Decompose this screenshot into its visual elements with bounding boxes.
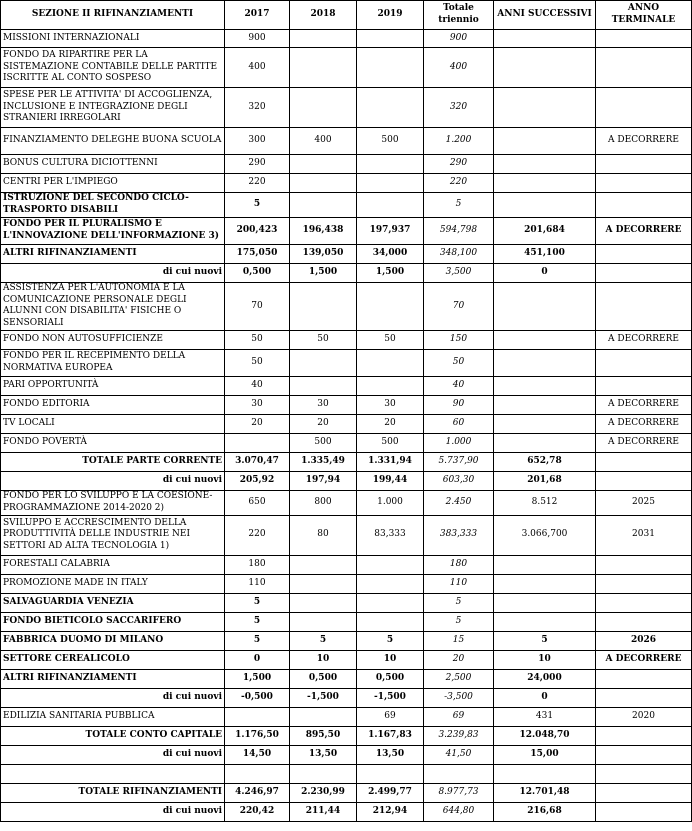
value-2018: 800 [290,490,357,515]
row-label: SPESE PER LE ATTIVITA' DI ACCOGLIENZA, INCLUSIONE E INTEGRAZIONE DEGLI STRANIERI IRREGOLARI [1,88,225,128]
row-label: TV LOCALI [1,414,225,433]
value-2018: 139,050 [290,245,357,264]
value-anno-terminale [596,30,692,48]
row-label: di cui nuovi [1,471,225,490]
value-2019: 50 [357,330,424,349]
value-2018 [290,30,357,48]
row-label: TOTALE RIFINANZIAMENTI [1,783,225,802]
value-2018 [290,283,357,331]
value-2017: 3.070,47 [225,452,290,471]
value-2017 [225,707,290,726]
value-2019: 13,50 [357,745,424,764]
table-body [1,30,692,822]
value-2019 [357,612,424,631]
value-anni-successivi [494,349,596,376]
value-2019 [357,555,424,574]
value-anni-successivi [494,414,596,433]
value-totale-triennio: 15 [424,631,494,650]
value-2019: 2.499,77 [357,783,424,802]
value-2019: 30 [357,395,424,414]
value-anno-terminale [596,669,692,688]
table-row [1,593,692,612]
value-anno-terminale [596,764,692,783]
value-anno-terminale [596,612,692,631]
table-row [1,574,692,593]
value-anni-successivi [494,330,596,349]
value-2017 [225,433,290,452]
table-row [1,452,692,471]
value-totale-triennio: 400 [424,48,494,88]
row-label: ALTRI RIFINANZIAMENTI [1,245,225,264]
row-label: di cui nuovi [1,264,225,283]
value-totale-triennio: 290 [424,155,494,174]
value-anni-successivi [494,593,596,612]
table-row [1,193,692,218]
value-anno-terminale [596,174,692,193]
value-anno-terminale [596,688,692,707]
value-2017: 14,50 [225,745,290,764]
value-2017: 110 [225,574,290,593]
row-label: FONDO DA RIPARTIRE PER LA SISTEMAZIONE CONTABILE DELLE PARTITE ISCRITTE AL CONTO SOSPESO [1,48,225,88]
row-label: SALVAGUARDIA VENEZIA [1,593,225,612]
value-anno-terminale [596,283,692,331]
value-anni-successivi [494,574,596,593]
value-totale-triennio [424,764,494,783]
value-2017: 180 [225,555,290,574]
value-totale-triennio: 1.200 [424,128,494,155]
value-2017: 20 [225,414,290,433]
header-2018: 2018 [290,1,357,30]
value-2018 [290,593,357,612]
value-2018 [290,155,357,174]
value-2017: 5 [225,612,290,631]
value-anno-terminale: 2025 [596,490,692,515]
value-totale-triennio: 603,30 [424,471,494,490]
row-label: TOTALE CONTO CAPITALE [1,726,225,745]
row-label: PROMOZIONE MADE IN ITALY [1,574,225,593]
value-totale-triennio: 3.239,83 [424,726,494,745]
value-anni-successivi: 10 [494,650,596,669]
value-anno-terminale: A DECORRERE [596,433,692,452]
value-anni-successivi [494,193,596,218]
value-anni-successivi: 451,100 [494,245,596,264]
value-anni-successivi: 24,000 [494,669,596,688]
value-2017: 900 [225,30,290,48]
value-anni-successivi [494,395,596,414]
row-label: FONDO PER IL PLURALISMO E L'INNOVAZIONE DELL'INFORMAZIONE 3) [1,218,225,245]
value-anno-terminale: A DECORRERE [596,128,692,155]
table-row [1,802,692,821]
value-2017: 0,500 [225,264,290,283]
value-anno-terminale [596,574,692,593]
header-totale-triennio: Totale triennio [424,1,494,30]
header-anni-successivi: ANNI SUCCESSIVI [494,1,596,30]
table-row [1,88,692,128]
value-anni-successivi [494,555,596,574]
header-row [1,1,692,30]
header-2017: 2017 [225,1,290,30]
value-2018: 13,50 [290,745,357,764]
value-2018 [290,376,357,395]
table-row [1,688,692,707]
value-2018: 1.335,49 [290,452,357,471]
value-2018: 10 [290,650,357,669]
value-anno-terminale [596,48,692,88]
value-totale-triennio: -3,500 [424,688,494,707]
value-anno-terminale: 2020 [596,707,692,726]
value-2019 [357,30,424,48]
table-row [1,48,692,88]
table-row [1,612,692,631]
value-2017: 400 [225,48,290,88]
value-2019: 199,44 [357,471,424,490]
value-2019: 10 [357,650,424,669]
value-anni-successivi [494,433,596,452]
table-row [1,349,692,376]
value-anno-terminale: A DECORRERE [596,650,692,669]
value-anno-terminale [596,555,692,574]
value-anni-successivi [494,376,596,395]
value-2018: 895,50 [290,726,357,745]
value-2019: 1.000 [357,490,424,515]
row-label: BONUS CULTURA DICIOTTENNI [1,155,225,174]
value-totale-triennio: 348,100 [424,245,494,264]
value-totale-triennio: 110 [424,574,494,593]
value-totale-triennio: 320 [424,88,494,128]
value-anni-successivi: 0 [494,264,596,283]
value-anni-successivi [494,128,596,155]
value-2017: -0,500 [225,688,290,707]
header-2019: 2019 [357,1,424,30]
value-2018: 5 [290,631,357,650]
row-label: FONDO NON AUTOSUFFICIENZE [1,330,225,349]
table-row [1,218,692,245]
value-anno-terminale: A DECORRERE [596,395,692,414]
value-anno-terminale [596,376,692,395]
table-row [1,283,692,331]
row-label: MISSIONI INTERNAZIONALI [1,30,225,48]
table-row [1,433,692,452]
row-label: FINANZIAMENTO DELEGHE BUONA SCUOLA [1,128,225,155]
value-2018: 196,438 [290,218,357,245]
value-anni-successivi: 0 [494,688,596,707]
value-2019 [357,574,424,593]
table-row [1,515,692,555]
value-anno-terminale: A DECORRERE [596,218,692,245]
table-row [1,707,692,726]
table-row [1,155,692,174]
value-anno-terminale [596,726,692,745]
value-totale-triennio: 383,333 [424,515,494,555]
value-2019 [357,174,424,193]
table-row [1,128,692,155]
value-2019: 500 [357,128,424,155]
value-totale-triennio: 2,500 [424,669,494,688]
value-2018: 500 [290,433,357,452]
value-totale-triennio: 5 [424,593,494,612]
value-2017: 220,42 [225,802,290,821]
row-label: ISTRUZIONE DEL SECONDO CICLO-TRASPORTO DISABILI [1,193,225,218]
value-2019 [357,764,424,783]
value-anno-terminale [596,264,692,283]
value-anni-successivi [494,764,596,783]
row-label: di cui nuovi [1,802,225,821]
value-2019: 1.331,94 [357,452,424,471]
value-2019: 212,94 [357,802,424,821]
value-2018 [290,574,357,593]
value-anno-terminale [596,802,692,821]
value-anno-terminale [596,88,692,128]
value-anno-terminale: A DECORRERE [596,414,692,433]
value-2019: 20 [357,414,424,433]
table-row [1,245,692,264]
value-totale-triennio: 69 [424,707,494,726]
value-totale-triennio: 900 [424,30,494,48]
table-row [1,376,692,395]
table-row [1,471,692,490]
row-label: SETTORE CEREALICOLO [1,650,225,669]
value-2017: 290 [225,155,290,174]
value-2019 [357,593,424,612]
value-2017: 0 [225,650,290,669]
value-totale-triennio: 2.450 [424,490,494,515]
value-anni-successivi [494,283,596,331]
value-2019 [357,283,424,331]
row-label: FONDO BIETICOLO SACCARIFERO [1,612,225,631]
value-2017: 30 [225,395,290,414]
value-2017: 1.176,50 [225,726,290,745]
table-row [1,783,692,802]
value-2018: 50 [290,330,357,349]
value-2018 [290,764,357,783]
row-label: EDILIZIA SANITARIA PUBBLICA [1,707,225,726]
value-2017: 50 [225,330,290,349]
table-row [1,555,692,574]
value-totale-triennio: 70 [424,283,494,331]
value-2019: 500 [357,433,424,452]
value-2018 [290,707,357,726]
value-anno-terminale [596,471,692,490]
value-2018: 197,94 [290,471,357,490]
value-2017 [225,764,290,783]
value-2017: 50 [225,349,290,376]
value-2017: 40 [225,376,290,395]
value-totale-triennio: 20 [424,650,494,669]
row-label: FONDO POVERTÀ [1,433,225,452]
value-2017: 650 [225,490,290,515]
value-2019: 5 [357,631,424,650]
value-2019: -1,500 [357,688,424,707]
value-2017: 5 [225,631,290,650]
table-row [1,764,692,783]
value-2017: 175,050 [225,245,290,264]
value-totale-triennio: 40 [424,376,494,395]
value-2018: 30 [290,395,357,414]
value-anno-terminale [596,245,692,264]
value-totale-triennio: 150 [424,330,494,349]
row-label: di cui nuovi [1,745,225,764]
value-anni-successivi: 201,68 [494,471,596,490]
value-totale-triennio: 8.977,73 [424,783,494,802]
value-anno-terminale [596,745,692,764]
value-totale-triennio: 3,500 [424,264,494,283]
value-anni-successivi: 15,00 [494,745,596,764]
table-row [1,650,692,669]
value-2018 [290,174,357,193]
value-totale-triennio: 60 [424,414,494,433]
value-2019 [357,349,424,376]
value-totale-triennio: 5 [424,193,494,218]
value-2019: 83,333 [357,515,424,555]
value-2018 [290,193,357,218]
value-totale-triennio: 41,50 [424,745,494,764]
value-anni-successivi [494,48,596,88]
value-2017: 70 [225,283,290,331]
value-2019 [357,376,424,395]
table-row [1,30,692,48]
value-totale-triennio: 50 [424,349,494,376]
table-row [1,745,692,764]
value-anni-successivi [494,155,596,174]
value-anni-successivi: 3.066,700 [494,515,596,555]
value-2017: 5 [225,193,290,218]
table-row [1,174,692,193]
table-row [1,330,692,349]
row-label: CENTRI PER L'IMPIEGO [1,174,225,193]
value-totale-triennio: 180 [424,555,494,574]
value-2019 [357,48,424,88]
value-anni-successivi: 5 [494,631,596,650]
value-2018 [290,349,357,376]
row-label [1,764,225,783]
value-totale-triennio: 90 [424,395,494,414]
value-2018: 80 [290,515,357,555]
value-totale-triennio: 5.737,90 [424,452,494,471]
value-2018: 1,500 [290,264,357,283]
value-2018: 2.230,99 [290,783,357,802]
value-totale-triennio: 644,80 [424,802,494,821]
value-2018: 400 [290,128,357,155]
value-anni-successivi: 12.048,70 [494,726,596,745]
value-anni-successivi: 8.512 [494,490,596,515]
value-anni-successivi: 652,78 [494,452,596,471]
row-label: ALTRI RIFINANZIAMENTI [1,669,225,688]
value-2017: 320 [225,88,290,128]
value-totale-triennio: 1.000 [424,433,494,452]
value-2017: 1,500 [225,669,290,688]
row-label: di cui nuovi [1,688,225,707]
row-label: PARI OPPORTUNITÀ [1,376,225,395]
value-anno-terminale [596,452,692,471]
value-2018: -1,500 [290,688,357,707]
value-2018 [290,88,357,128]
value-2018 [290,612,357,631]
value-anno-terminale [596,155,692,174]
value-anno-terminale [596,193,692,218]
value-anni-successivi: 12.701,48 [494,783,596,802]
table-row [1,726,692,745]
value-totale-triennio: 220 [424,174,494,193]
value-2017: 5 [225,593,290,612]
value-anni-successivi: 201,684 [494,218,596,245]
value-2019: 197,937 [357,218,424,245]
table-row [1,490,692,515]
row-label: FORESTALI CALABRIA [1,555,225,574]
value-2019 [357,155,424,174]
value-anno-terminale: A DECORRERE [596,330,692,349]
value-totale-triennio: 594,798 [424,218,494,245]
value-anni-successivi [494,30,596,48]
row-label: SVILUPPO E ACCRESCIMENTO DELLA PRODUTTIVITÀ DELLE INDUSTRIE NEI SETTORI AD ALTA TECNOLOGIA 1) [1,515,225,555]
value-anno-terminale: 2031 [596,515,692,555]
value-2019 [357,88,424,128]
value-2018: 211,44 [290,802,357,821]
header-anno-terminale: ANNO TERMINALE [596,1,692,30]
value-2019: 1,500 [357,264,424,283]
row-label: FONDO EDITORIA [1,395,225,414]
value-totale-triennio: 5 [424,612,494,631]
value-anni-successivi [494,174,596,193]
value-2017: 300 [225,128,290,155]
value-anni-successivi: 216,68 [494,802,596,821]
value-2018: 0,500 [290,669,357,688]
value-2018 [290,48,357,88]
value-2019: 1.167,83 [357,726,424,745]
table-row [1,631,692,650]
value-anni-successivi [494,612,596,631]
table-row [1,669,692,688]
value-2017: 200,423 [225,218,290,245]
header-section: SEZIONE II RIFINANZIAMENTI [1,1,225,30]
value-2017: 4.246,97 [225,783,290,802]
table-row [1,395,692,414]
row-label: FABBRICA DUOMO DI MILANO [1,631,225,650]
value-anno-terminale [596,349,692,376]
table-row [1,414,692,433]
value-2017: 220 [225,174,290,193]
value-anni-successivi [494,88,596,128]
value-anni-successivi: 431 [494,707,596,726]
value-2018: 20 [290,414,357,433]
value-2018 [290,555,357,574]
row-label: TOTALE PARTE CORRENTE [1,452,225,471]
row-label: FONDO PER LO SVILUPPO E LA COESIONE-PROGRAMMAZIONE 2014-2020 2) [1,490,225,515]
value-anno-terminale [596,783,692,802]
row-label: FONDO PER IL RECEPIMENTO DELLA NORMATIVA EUROPEA [1,349,225,376]
value-2019: 0,500 [357,669,424,688]
value-anno-terminale: 2026 [596,631,692,650]
table-row [1,264,692,283]
value-anno-terminale [596,593,692,612]
value-2019 [357,193,424,218]
row-label: ASSISTENZA PER L'AUTONOMIA E LA COMUNICAZIONE PERSONALE DEGLI ALUNNI CON DISABILITA' FISICHE O SENSORIALI [1,283,225,331]
value-2019: 69 [357,707,424,726]
value-2017: 220 [225,515,290,555]
value-2019: 34,000 [357,245,424,264]
value-2017: 205,92 [225,471,290,490]
